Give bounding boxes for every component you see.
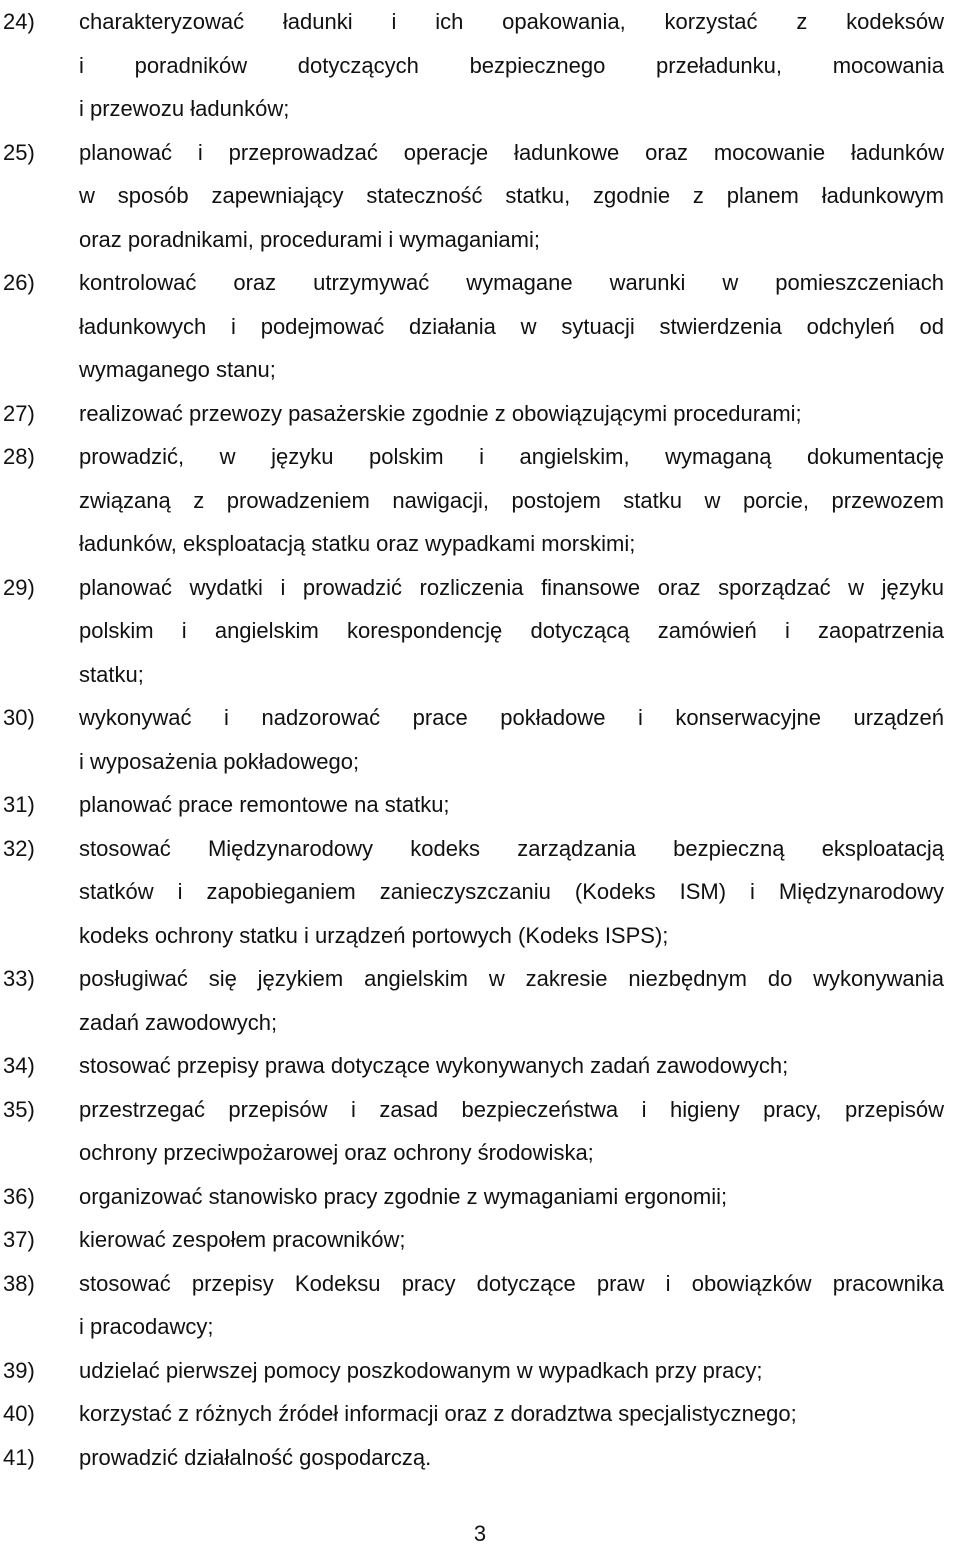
list-item (0, 1088, 960, 1175)
list-item (0, 1436, 960, 1480)
item-number: 38) (3, 1270, 35, 1296)
list-item (0, 261, 960, 392)
item-text-line: wykonywać i nadzorować prace pokładowe i konserwacyjne urządzeń (79, 705, 944, 730)
item-number: 37) (3, 1227, 35, 1252)
item-text (79, 783, 944, 827)
item-text-line: korzystać z różnych źródeł informacji oraz z doradztwa specjalistycznego; (79, 1401, 797, 1426)
item-number: 39) (3, 1357, 35, 1383)
item-number: 32) (3, 835, 35, 861)
item-number: 33) (3, 966, 35, 991)
item-text (79, 696, 944, 783)
item-text (79, 261, 944, 392)
item-text-line: ładunków, eksploatacją statku oraz wypadkami morskimi; (79, 531, 636, 556)
item-number: 28) (3, 444, 35, 469)
list-item (0, 1262, 960, 1349)
list-item (0, 1175, 960, 1219)
item-number: 26) (3, 270, 35, 295)
item-text (79, 392, 944, 436)
item-text-line: stosować przepisy Kodeksu pracy dotyczące praw i obowiązków pracownika (79, 1270, 944, 1296)
item-text (79, 566, 944, 697)
item-text-line: polskim i angielskim korespondencję dotyczącą zamówień i zaopatrzenia (79, 618, 944, 643)
item-text-line: kontrolować oraz utrzymywać wymagane warunki w pomieszczeniach (79, 270, 944, 295)
item-text (79, 0, 944, 131)
page-number: 3 (473, 1521, 487, 1546)
list-item (0, 131, 960, 262)
item-text (79, 1044, 944, 1088)
item-text-line: stosować przepisy prawa dotyczące wykonywanych zadań zawodowych; (79, 1053, 789, 1078)
item-text (79, 435, 944, 566)
item-text (79, 1436, 944, 1480)
list-item (0, 696, 960, 783)
list-item (0, 957, 960, 1044)
item-number: 29) (3, 574, 35, 600)
item-number: 30) (3, 705, 35, 730)
item-number: 36) (3, 1183, 35, 1209)
list-item (0, 1392, 960, 1436)
item-number: 24) (3, 9, 35, 34)
item-number: 27) (3, 400, 35, 426)
item-text-line: charakteryzować ładunki i ich opakowania, korzystać z kodeksów (79, 9, 944, 34)
list-item (0, 435, 960, 566)
item-text-line: kierować zespołem pracowników; (79, 1227, 406, 1252)
item-text (79, 1349, 944, 1393)
item-text-line: oraz poradnikami, procedurami i wymaganiami; (79, 226, 540, 252)
list-item (0, 783, 960, 827)
list-item (0, 1218, 960, 1262)
item-text-line: planować wydatki i prowadzić rozliczenia finansowe oraz sporządzać w języku (79, 574, 944, 600)
item-text-line: planować prace remontowe na statku; (79, 792, 450, 817)
item-number: 35) (3, 1096, 35, 1122)
list-item (0, 1349, 960, 1393)
item-text-line: udzielać pierwszej pomocy poszkodowanym w wypadkach przy pracy; (79, 1357, 763, 1383)
item-text (79, 1088, 944, 1175)
item-text (79, 131, 944, 262)
item-number: 25) (3, 139, 35, 165)
list-item (0, 0, 960, 131)
item-text-line: związaną z prowadzeniem nawigacji, postojem statku w porcie, przewozem (79, 487, 944, 513)
item-number: 41) (3, 1444, 35, 1470)
item-text-line: prowadzić działalność gospodarczą. (79, 1444, 432, 1470)
item-text-line: planować i przeprowadzać operacje ładunkowe oraz mocowanie ładunków (79, 139, 944, 165)
list-item (0, 566, 960, 697)
list-item (0, 827, 960, 958)
item-text-line: realizować przewozy pasażerskie zgodnie z obowiązującymi procedurami; (79, 400, 802, 426)
item-text-line: wymaganego stanu; (79, 357, 276, 382)
item-text (79, 827, 944, 958)
list-item (0, 392, 960, 436)
item-text (79, 1392, 944, 1436)
item-text-line: posługiwać się językiem angielskim w zakresie niezbędnym do wykonywania (79, 966, 944, 991)
item-text-line: kodeks ochrony statku i urządzeń portowych (Kodeks ISPS); (79, 922, 669, 948)
item-text-line: i poradników dotyczących bezpiecznego przeładunku, mocowania (79, 52, 944, 78)
item-text-line: zadań zawodowych; (79, 1009, 278, 1035)
item-text (79, 1175, 944, 1219)
item-text-line: organizować stanowisko pracy zgodnie z wymaganiami ergonomii; (79, 1183, 728, 1209)
item-text (79, 1262, 944, 1349)
item-text-line: przestrzegać przepisów i zasad bezpieczeństwa i higieny pracy, przepisów (79, 1096, 944, 1122)
item-text-line: statku; (79, 661, 144, 687)
item-text-line: ochrony przeciwpożarowej oraz ochrony środowiska; (79, 1140, 594, 1165)
item-text-line: stosować Międzynarodowy kodeks zarządzania bezpieczną eksploatacją (79, 835, 944, 861)
item-text-line: statków i zapobieganiem zanieczyszczaniu (Kodeks ISM) i Międzynarodowy (79, 879, 944, 904)
item-text-line: i pracodawcy; (79, 1314, 214, 1339)
item-text-line: prowadzić, w języku polskim i angielskim, wymaganą dokumentację (79, 444, 944, 469)
item-text (79, 1218, 944, 1262)
item-text-line: i przewozu ładunków; (79, 96, 290, 121)
item-number: 34) (3, 1053, 35, 1078)
item-text-line: w sposób zapewniający stateczność statku, zgodnie z planem ładunkowym (79, 183, 944, 208)
item-text (79, 957, 944, 1044)
list-item (0, 1044, 960, 1088)
item-text-line: ładunkowych i podejmować działania w sytuacji stwierdzenia odchyleń od (79, 313, 944, 339)
item-text-line: i wyposażenia pokładowego; (79, 748, 360, 774)
item-number: 31) (3, 792, 35, 817)
item-number: 40) (3, 1401, 35, 1426)
